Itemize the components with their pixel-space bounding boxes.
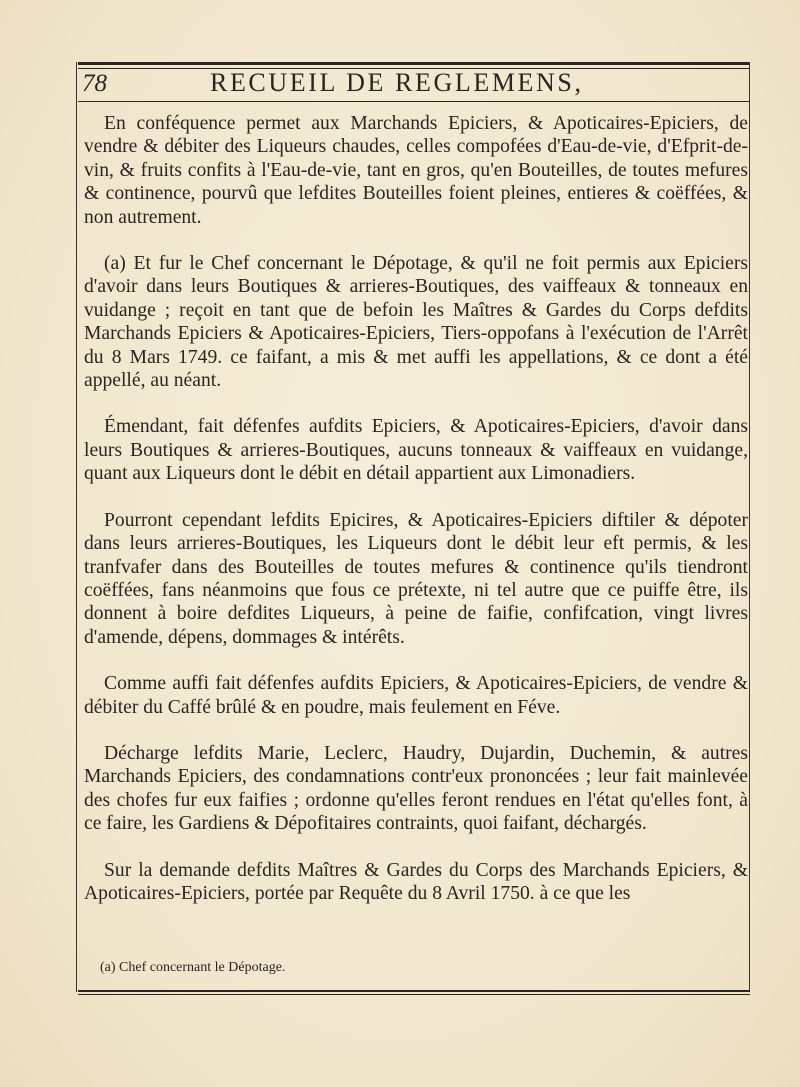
left-border-rule [76,62,77,992]
paragraph: (a) Et fur le Chef concernant le Dépotage, & qu'il ne foit permis aux Epiciers d'avoir dans leurs Boutiques & arrieres-Boutiques, des vaiffeaux & tonneaux en vuidange ; reçoit en tant que de befoin les Maîtres & Gardes du Corps defdits Marchands Epiciers & Apoticaires-Epiciers, Tiers-oppofans à l'exécution de l'Arrêt du 8 Mars 1749. ce faifant, a mis & met auffi les appellations, & ce dont a été appellé, au néant. [84,253,748,392]
right-border-rule [749,62,750,992]
paragraph: Sur la demande defdits Maîtres & Gardes du Corps des Marchands Epiciers, & Apoticaires-Epiciers, portée par Requête du 8 Avril 1750. à ce que les [84,859,748,904]
running-head: RECUEIL DE REGLEMENS, [210,68,584,97]
paragraph: Comme auffi fait défenfes aufdits Epiciers, & Apoticaires-Epiciers, de vendre & débiter du Caffé brûlé & en poudre, mais feulement en Féve. [84,673,748,718]
bottom-border-rule [78,990,750,992]
top-border-rule [78,62,750,65]
footnote: (a) Chef concernant le Dépotage. [100,960,286,975]
paragraph: En conféquence permet aux Marchands Epiciers, & Apoticaires-Epiciers, de vendre & débiter des Liqueurs chaudes, celles compofées d'Eau-de-vie, d'Efprit-de-vin, & fruits confits à l'Eau-de-vie, tant en gros, qu'en Bouteilles, de toutes mefures & continence, pourvû que lefdites Bouteilles foient pleines, entieres & coëffées, & non autrement. [84,113,748,228]
page-body [84,112,748,928]
bottom-border-rule-thin [78,994,750,995]
page-number: 78 [82,70,107,97]
paragraph: Décharge lefdits Marie, Leclerc, Haudry, Dujardin, Duchemin, & autres Marchands Epiciers, des condamnations contr'eux prononcées ; leur fait mainlevée des chofes fur eux faifies ; ordonne qu'elles feront rendues en l'état qu'elles font, à ce faire, les Gardiens & Dépofitaires contraints, quoi faifant, déchargés. [84,742,748,835]
paragraph: Pourront cependant lefdits Epicires, & Apoticaires-Epiciers diftiler & dépoter dans leurs arrieres-Boutiques, les Liqueurs dont le débit leur eft permis, & les tranfvafer dans des Bouteilles de toutes mefures & continence qu'ils tiendront coëffées, fans néanmoins que fous ce prétexte, ni tel autre que ce puiffe être, ils donnent à boire defdites Liqueurs, à peine de faifie, confifcation, vingt livres d'amende, dépens, dommages & intérêts. [84,509,748,648]
paragraph: Émendant, fait défenfes aufdits Epiciers, & Apoticaires-Epiciers, d'avoir dans leurs Boutiques & arrieres-Boutiques, aucuns tonneaux & vaiffeaux en vuidange, quant aux Liqueurs dont le débit en détail appartient aux Limonadiers. [84,416,748,485]
header-rule [78,101,750,102]
